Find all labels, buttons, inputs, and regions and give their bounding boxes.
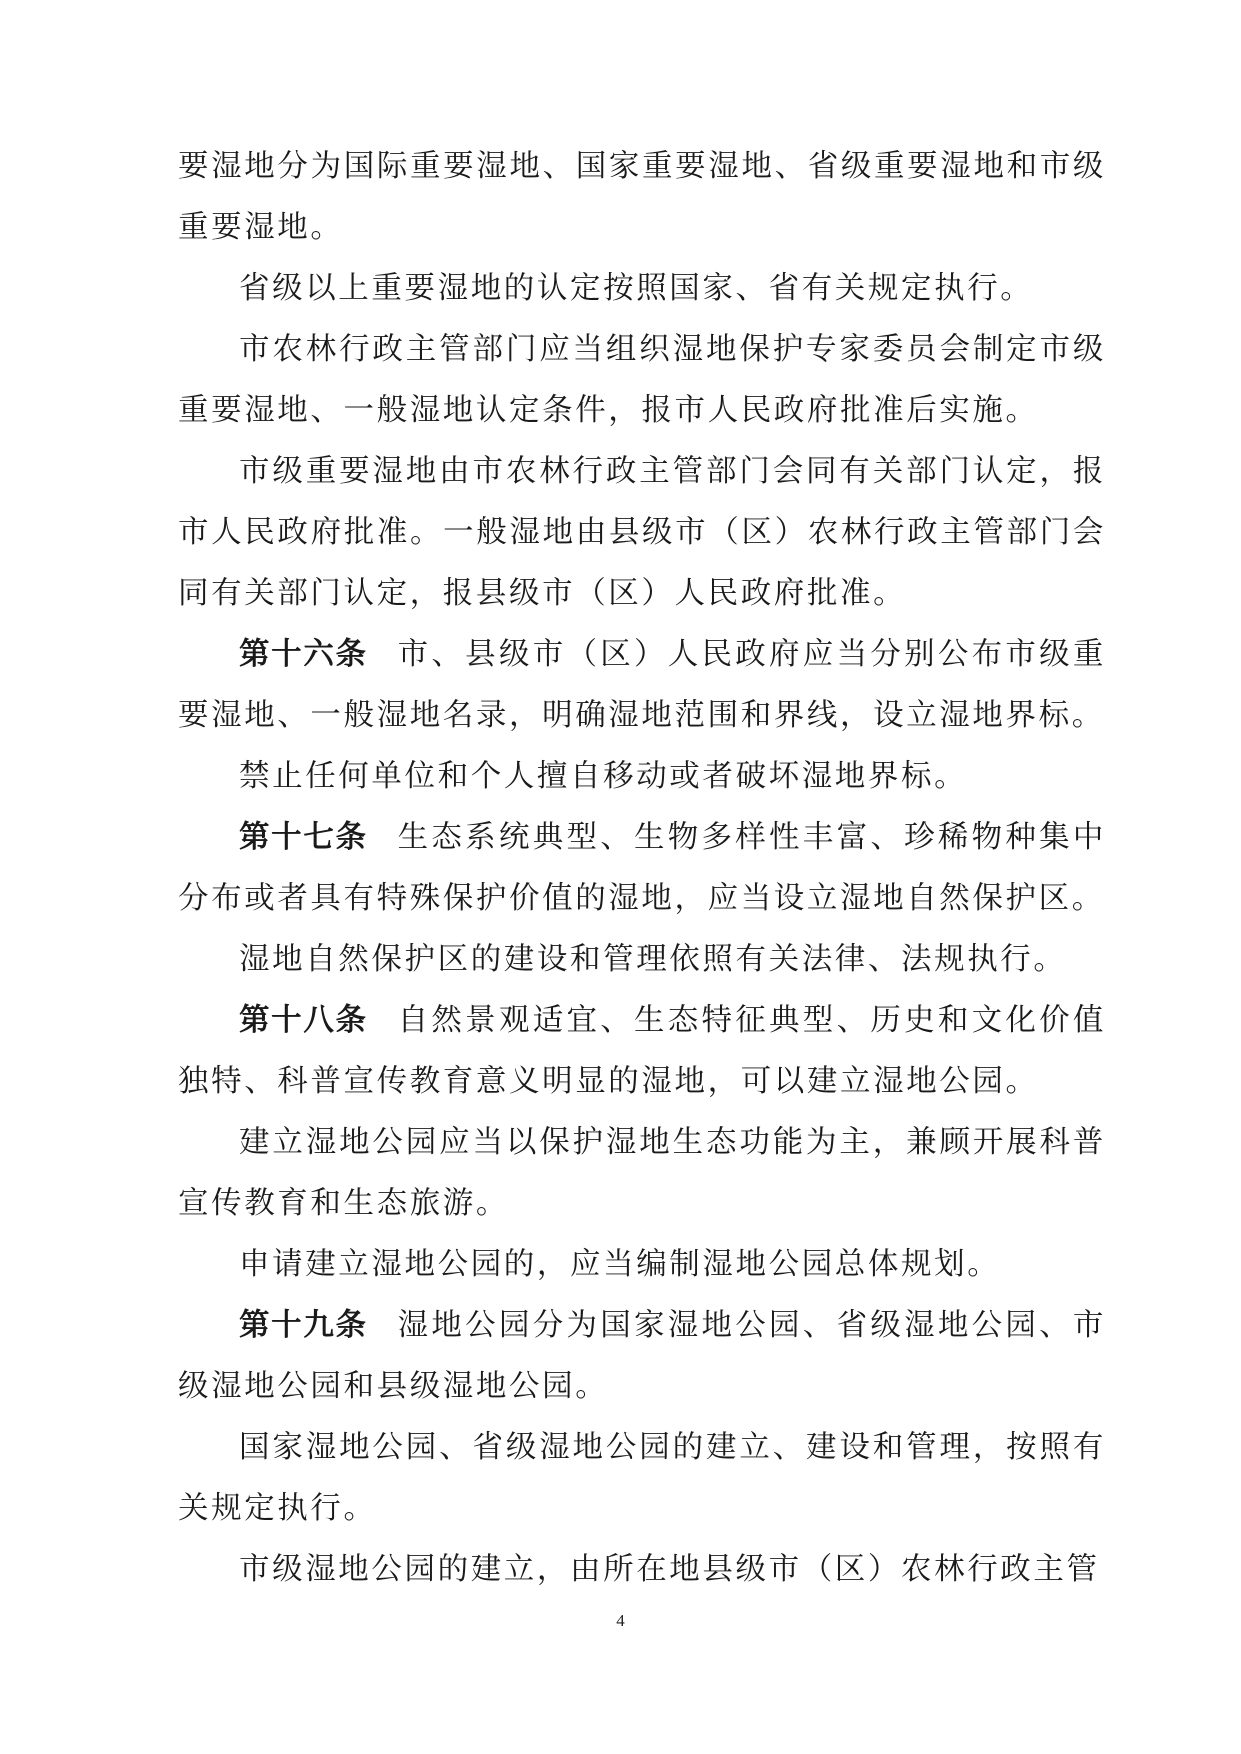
paragraph-text: 市级重要湿地由市农林行政主管部门会同有关部门认定，报市人民政府批准。一般湿地由县级市（区）农林行政主管部门会同有关部门认定，报县级市（区）人民政府批准。 <box>178 454 1106 611</box>
article-18-paragraph <box>178 990 1106 1112</box>
article-heading: 第十七条 <box>239 820 368 855</box>
paragraph-text: 市农林行政主管部门应当组织湿地保护专家委员会制定市级重要湿地、一般湿地认定条件，报市人民政府批准后实施。 <box>178 332 1106 428</box>
article-heading: 第十六条 <box>239 637 368 672</box>
paragraph <box>178 1417 1106 1539</box>
paragraph <box>178 258 1106 319</box>
paragraph <box>178 1112 1106 1234</box>
paragraph-text: 自然景观适宜、生态特征典型、历史和文化价值独特、科普宣传教育意义明显的湿地，可以建立湿地公园。 <box>178 1003 1106 1099</box>
paragraph <box>178 1234 1106 1295</box>
page-number: 4 <box>616 1611 625 1630</box>
paragraph-text: 省级以上重要湿地的认定按照国家、省有关规定执行。 <box>239 271 1034 306</box>
paragraph <box>178 319 1106 441</box>
article-19-paragraph <box>178 1295 1106 1417</box>
paragraph-text: 生态系统典型、生物多样性丰富、珍稀物种集中分布或者具有特殊保护价值的湿地，应当设立湿地自然保护区。 <box>178 820 1106 916</box>
paragraph <box>178 746 1106 807</box>
paragraph-text: 湿地公园分为国家湿地公园、省级湿地公园、市级湿地公园和县级湿地公园。 <box>178 1308 1106 1404</box>
paragraph-text: 申请建立湿地公园的，应当编制湿地公园总体规划。 <box>239 1247 1001 1282</box>
paragraph-text: 建立湿地公园应当以保护湿地生态功能为主，兼顾开展科普宣传教育和生态旅游。 <box>178 1125 1106 1221</box>
paragraph <box>178 929 1106 990</box>
paragraph-text: 要湿地分为国际重要湿地、国家重要湿地、省级重要湿地和市级重要湿地。 <box>178 149 1106 245</box>
paragraph-text: 湿地自然保护区的建设和管理依照有关法律、法规执行。 <box>239 942 1067 977</box>
paragraph-text: 市、县级市（区）人民政府应当分别公布市级重要湿地、一般湿地名录，明确湿地范围和界线，设立湿地界标。 <box>178 637 1106 733</box>
document-body <box>178 136 1106 1600</box>
article-16-paragraph <box>178 624 1106 746</box>
paragraph-text: 禁止任何单位和个人擅自移动或者破坏湿地界标。 <box>239 759 968 794</box>
article-17-paragraph <box>178 807 1106 929</box>
article-heading: 第十九条 <box>239 1308 368 1343</box>
paragraph-text: 国家湿地公园、省级湿地公园的建立、建设和管理，按照有关规定执行。 <box>178 1430 1106 1526</box>
paragraph-text: 市级湿地公园的建立，由所在地县级市（区）农林行政主管 <box>239 1552 1100 1587</box>
paragraph <box>178 441 1106 624</box>
paragraph <box>178 1539 1106 1600</box>
article-heading: 第十八条 <box>239 1003 368 1038</box>
paragraph <box>178 136 1106 258</box>
